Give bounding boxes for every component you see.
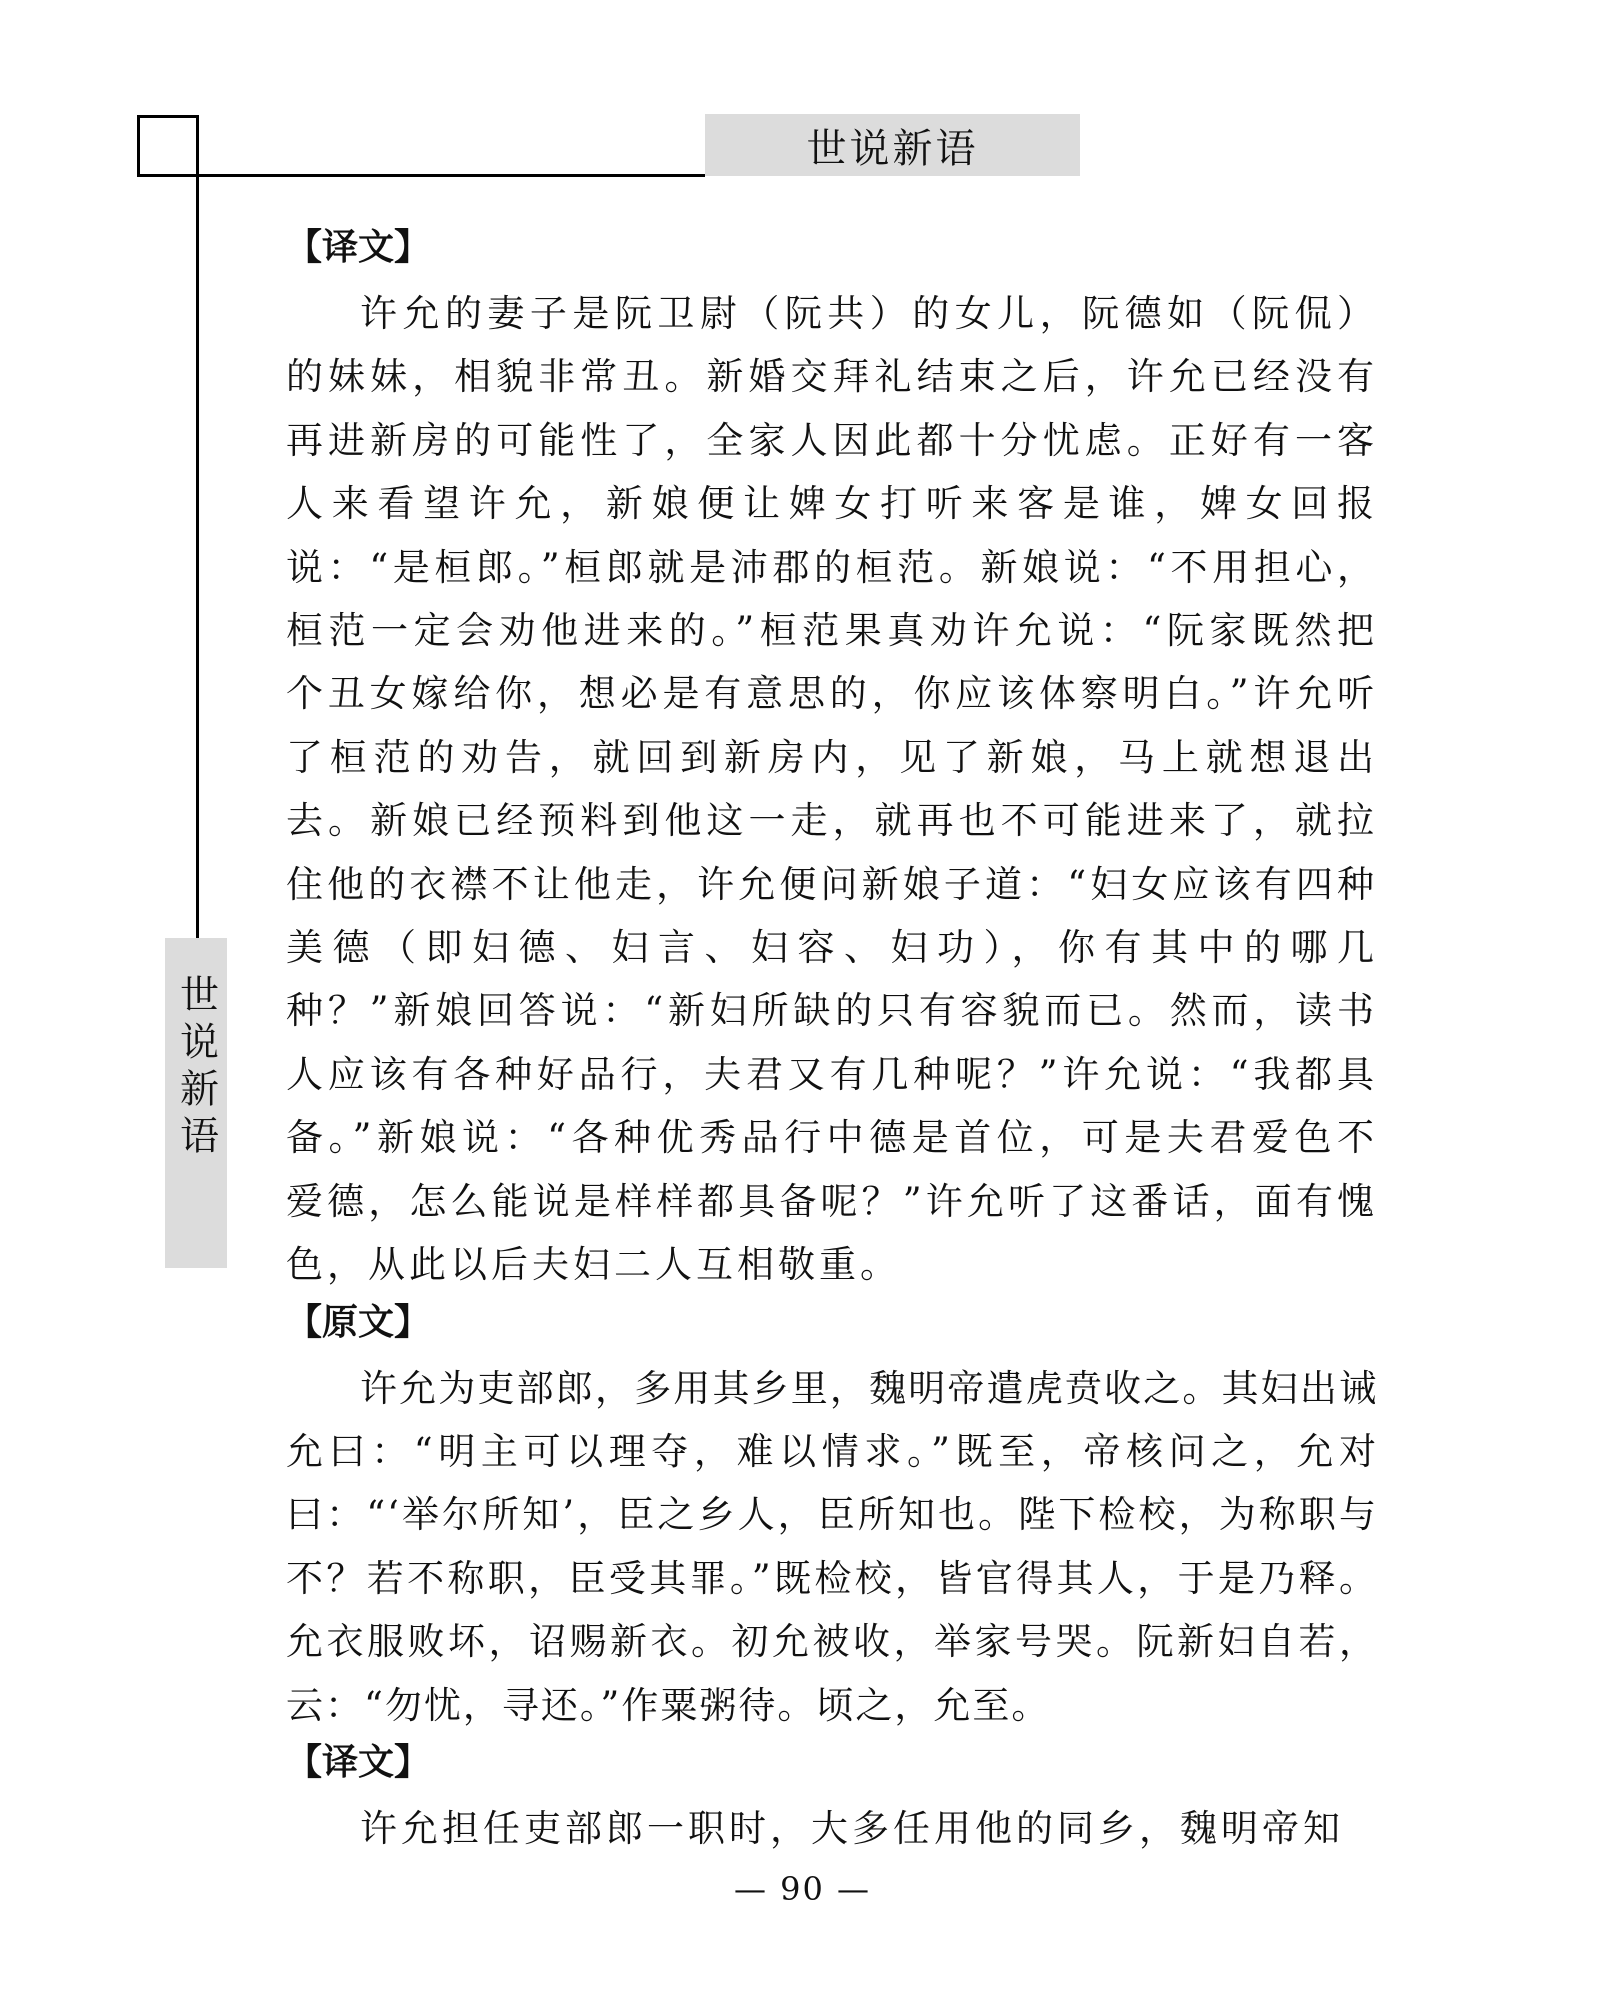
- margin-rule: [196, 115, 199, 938]
- section-label-translation-1: 【译文】: [286, 227, 431, 268]
- page-body: [286, 222, 1378, 1860]
- header-rule: [137, 174, 705, 177]
- paragraph-original: 许允为吏部郎，多用其乡里，魏明帝遣虎贲收之。其妇出诫允曰：“明主可以理夺，难以情求。”既至，帝核问之，允对曰：“‘举尔所知’，臣之乡人，臣所知也。陛下检校，为称职与不？若不称职，臣受其罪。”既检校，皆官得其人，于是乃释。允衣服败坏，诏赐新衣。初允被收，举家号哭。阮新妇自若，云：“勿忧，寻还。”作粟粥待。顷之，允至。: [286, 1366, 1378, 1727]
- paragraph-translation-2: 许允担任吏部郎一职时，大多任用他的同乡，魏明帝知: [360, 1806, 1344, 1850]
- page-number: — 90 —: [733, 1870, 872, 1908]
- section-label-translation-2: 【译文】: [286, 1741, 431, 1783]
- paragraph-translation-1: 许允的妻子是阮卫尉（阮共）的女儿，阮德如（阮侃）的妹妹，相貌非常丑。新婚交拜礼结束之后，许允已经没有再进新房的可能性了，全家人因此都十分忧虑。正好有一客人来看望许允，新娘便让婢女打听来客是谁，婢女回报说：“是桓郎。”桓郎就是沛郡的桓范。新娘说：“不用担心，桓范一定会劝他进来的。”桓范果真劝许允说：“阮家既然把个丑女嫁给你，想必是有意思的，你应该体察明白。”许允听了桓范的劝告，就回到新房内，见了新娘，马上就想退出去。新娘已经预料到他这一走，就再也不可能进来了，就拉住他的衣襟不让他走，许允便问新娘子道：“妇女应该有四种美德（即妇德、妇言、妇容、妇功），你有其中的哪几种？”新娘回答说：“新妇所缺的只有容貌而已。然而，读书人应该有各种好品行，夫君又有几种呢？”许允说：“我都具备。”新娘说：“各种优秀品行中德是首位，可是夫君爱色不爱德，怎么能说是样样都具备呢？”许允听了这番话，面有愧色，从此以后夫妇二人互相敬重。: [286, 292, 1378, 1287]
- running-header: [705, 114, 1080, 176]
- side-tab-label: 世说新语: [173, 974, 219, 1162]
- section-label-original: 【原文】: [286, 1301, 431, 1343]
- corner-frame: [137, 115, 199, 177]
- running-header-title: 世说新语: [806, 125, 979, 172]
- side-tab: [165, 938, 227, 1268]
